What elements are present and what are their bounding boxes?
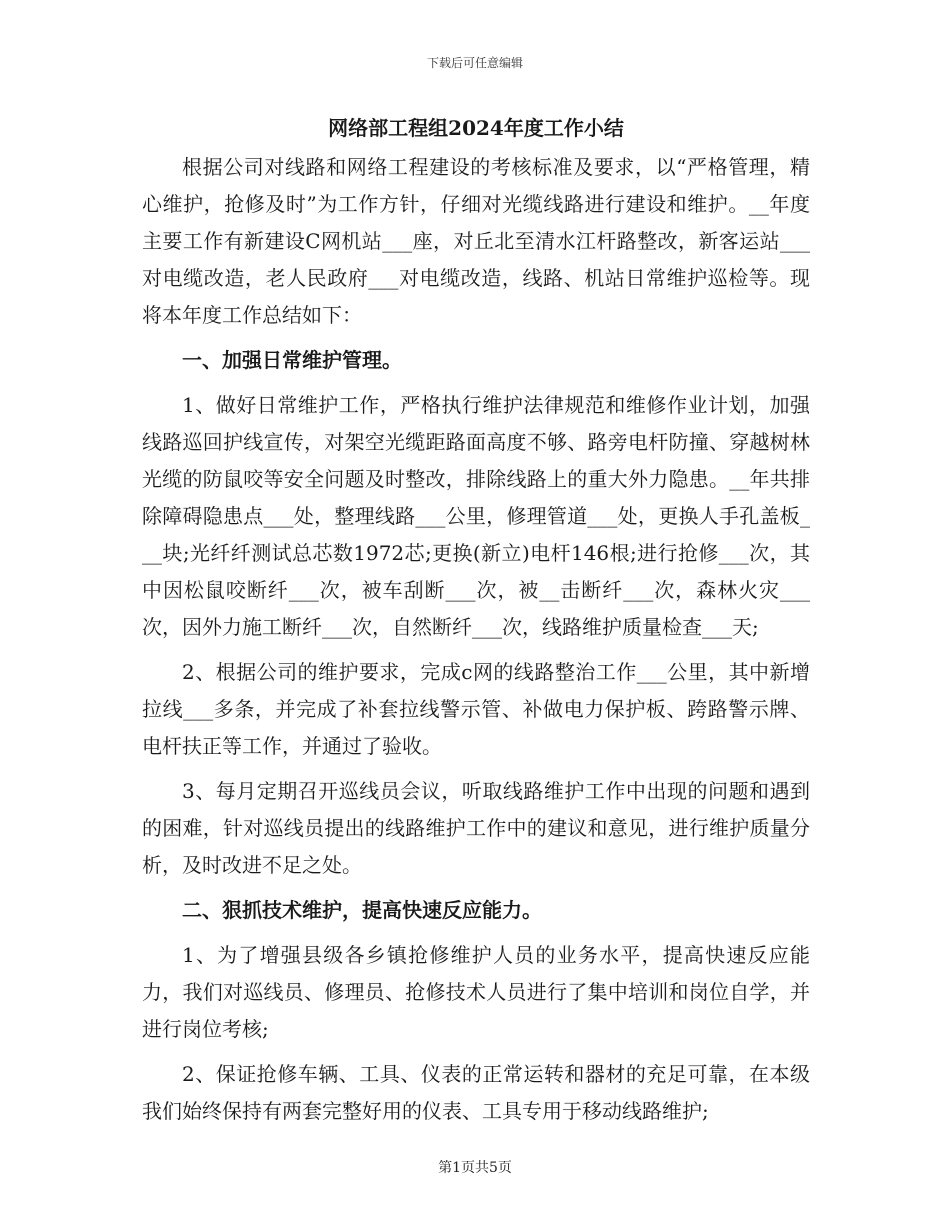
page-indicator: 第1页共5页 — [438, 1160, 512, 1176]
header-note: 下载后可任意编辑 — [426, 56, 523, 70]
section-1-paragraph-1: 1、做好日常维护工作，严格执行维护法律规范和维修作业计划，加强线路巡回护线宣传，对架空光缆距路面高度不够、路旁电杆防撞、穿越树林光缆的防鼠咬等安全问题及时整改，排除线路上的重大外力隐患。__年共排除障碍隐患点___处，整理线路___公里，修理管道___处，更换人手孔盖板___块;光纤纤测试总芯数1972芯;更换(新立)电杆146根;进行抢修___次，其中因松鼠咬断纤___次，被车刮断___次，被__击断纤___次，森林火灾___次，因外力施工断纤___次，自然断纤___次，线路维护质量检查___天; — [142, 393, 810, 639]
section-2-paragraph-2: 2、保证抢修车辆、工具、仪表的正常运转和器材的充足可靠，在本级我们始终保持有两套完整好用的仪表、工具专用于移动线路维护; — [142, 1062, 810, 1123]
section-1-paragraph-3: 3、每月定期召开巡线员会议，听取线路维护工作中出现的问题和遇到的困难，针对巡线员提出的线路维护工作中的建议和意见，进行维护质量分析，及时改进不足之处。 — [142, 779, 810, 877]
document-body — [142, 110, 810, 1130]
section-heading-1: 一、加强日常维护管理。 — [182, 348, 402, 372]
intro-paragraph: 根据公司对线路和网络工程建设的考核标准及要求，以“严格管理，精心维护，抢修及时”为工作方针，仔细对光缆线路进行建设和维护。__年度主要工作有新建设C网机站___座，对丘北至清水江杆路整改，新客运站___对电缆改造，老人民政府___对电缆改造，线路、机站日常维护巡检等。现将本年度工作总结如下： — [142, 155, 810, 327]
document-title: 网络部工程组2024年度工作小结 — [328, 116, 624, 140]
section-2-paragraph-1: 1、为了增强县级各乡镇抢修维护人员的业务水平，提高快速反应能力，我们对巡线员、修理员、抢修技术人员进行了集中培训和岗位自学，并进行岗位考核; — [142, 943, 810, 1041]
section-heading-2: 二、狠抓技术维护，提高快速反应能力。 — [182, 898, 542, 922]
section-1-paragraph-2: 2、根据公司的维护要求，完成c网的线路整治工作___公里，其中新增拉线___多条，并完成了补套拉线警示管、补做电力保护板、跨路警示牌、电杆扶正等工作，并通过了验收。 — [142, 660, 810, 758]
